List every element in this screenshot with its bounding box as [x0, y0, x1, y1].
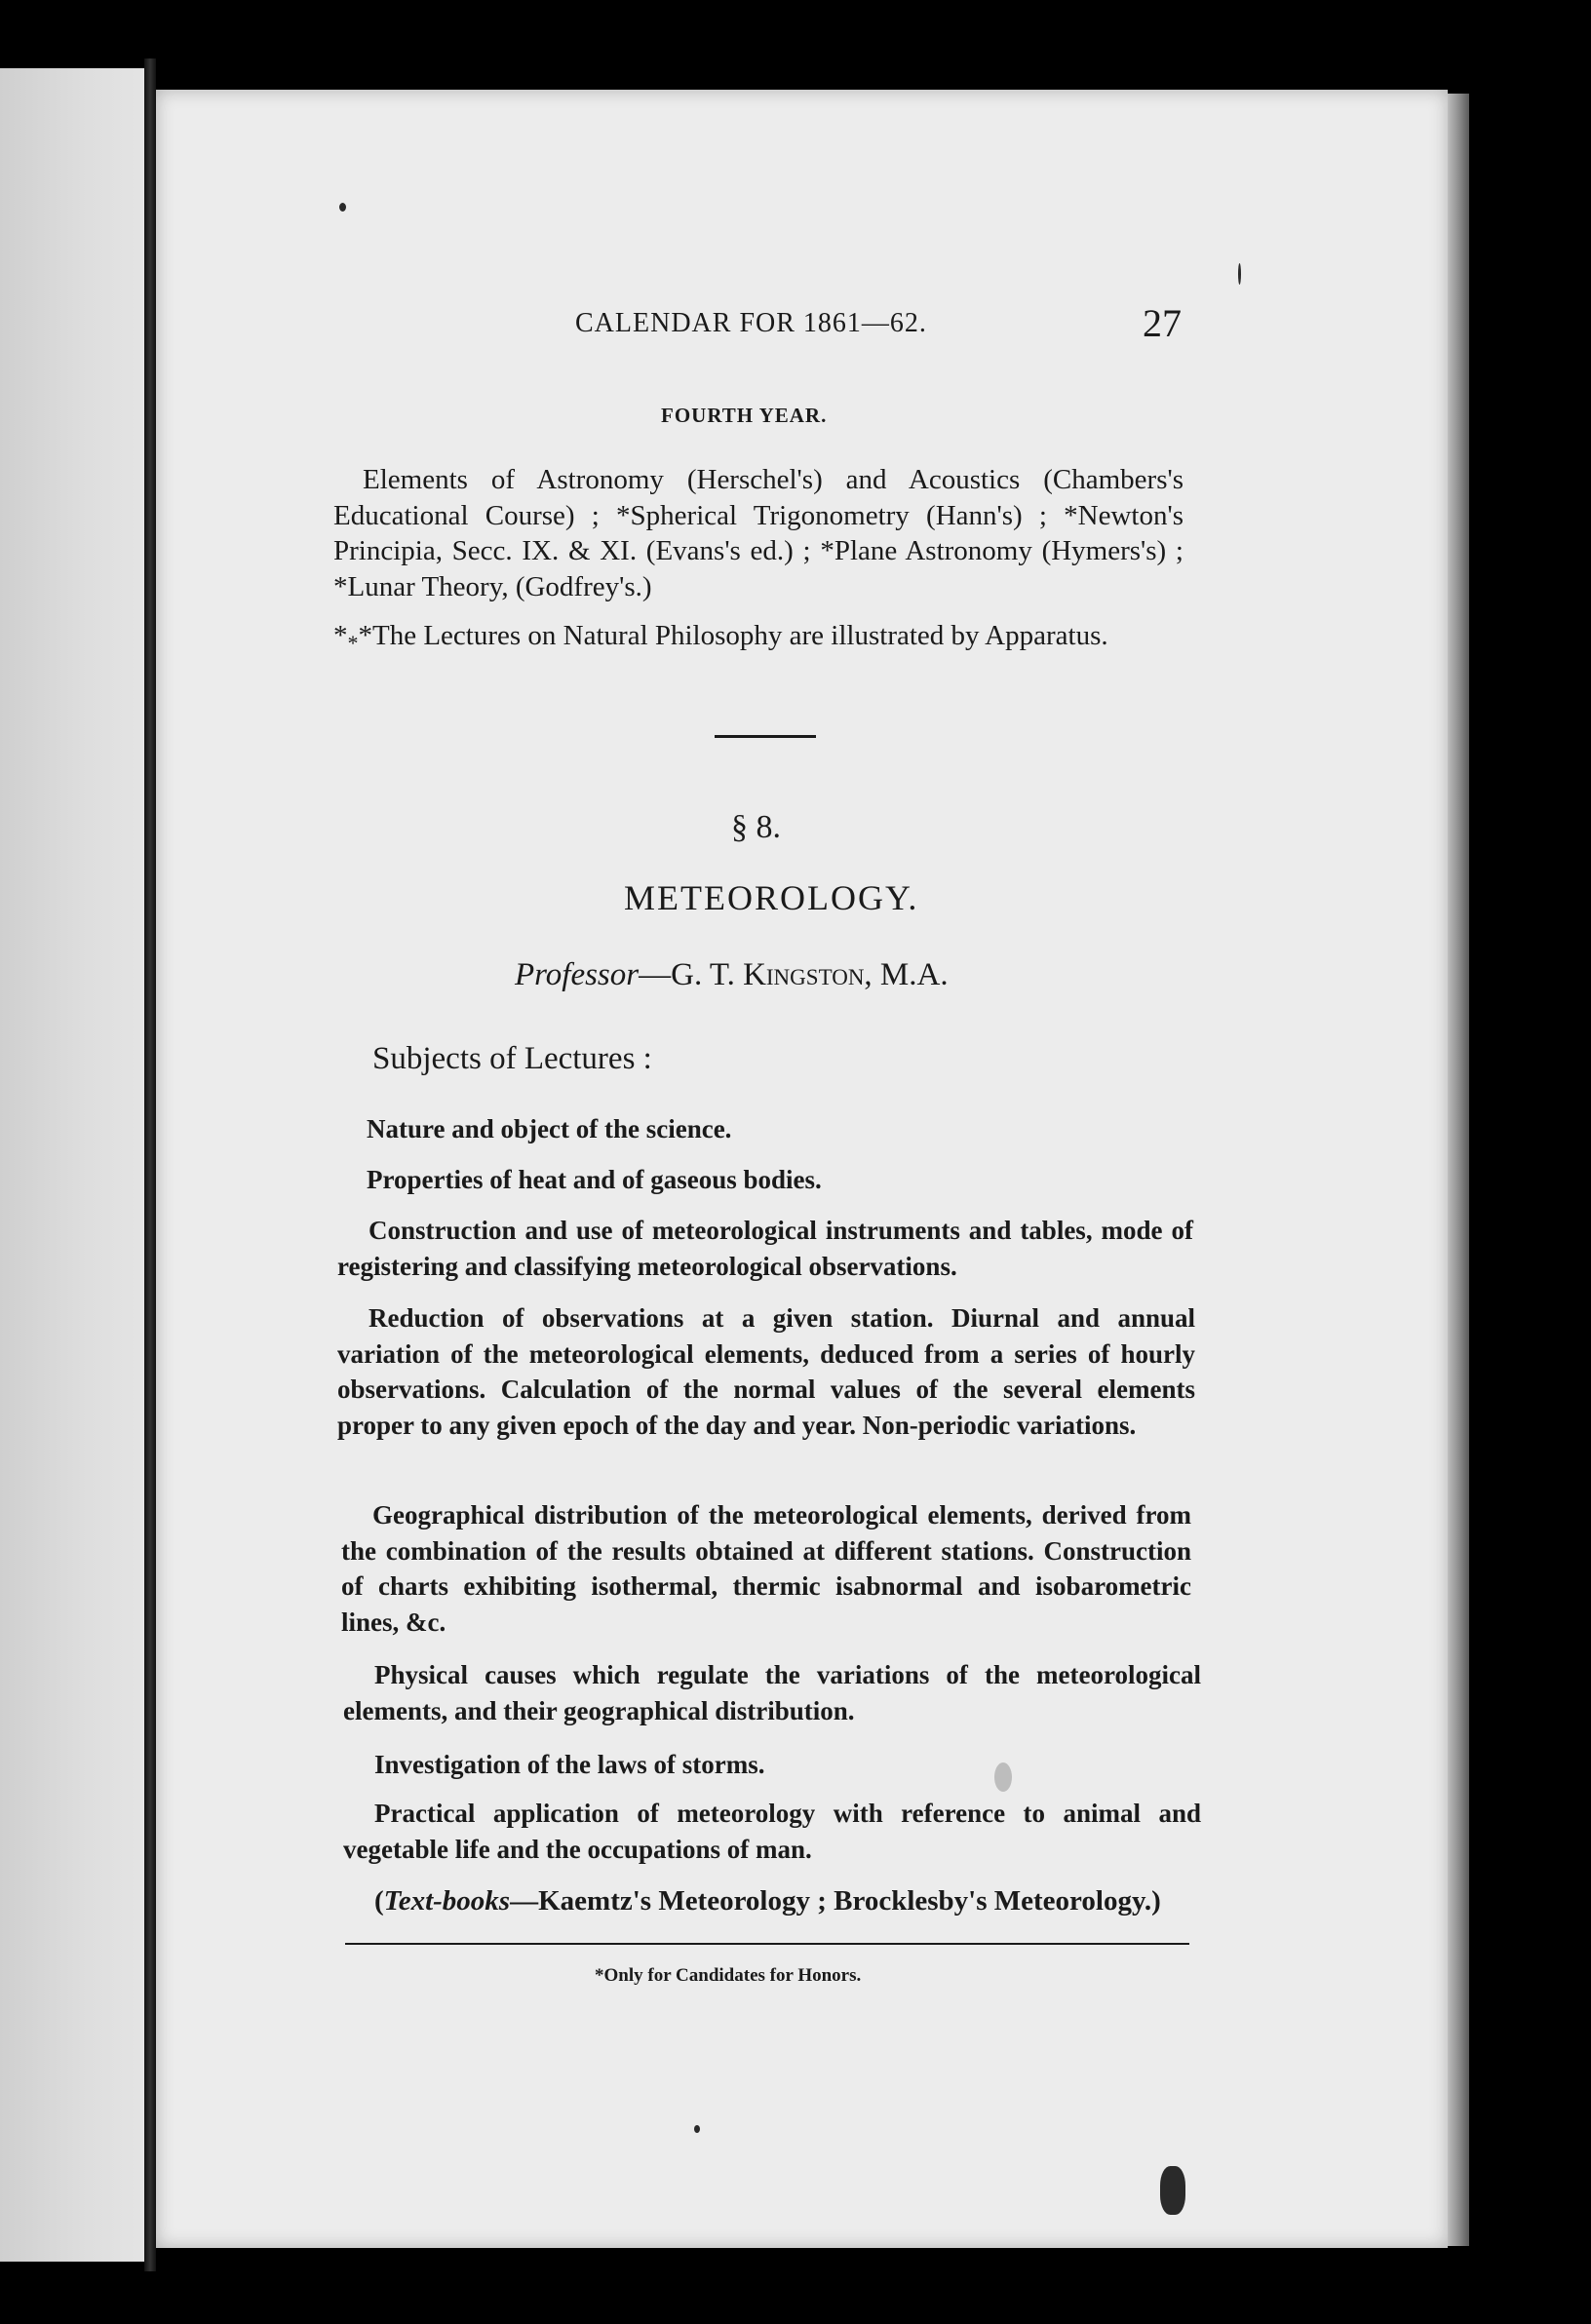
note-asterisk: *: [333, 620, 348, 651]
subject-item: Investigation of the laws of storms.: [374, 1750, 765, 1779]
textbooks-open-paren: (: [374, 1885, 384, 1917]
footnote-rule: [345, 1943, 1189, 1945]
subjects-heading: Subjects of Lectures :: [372, 1041, 652, 1076]
note-text: *The Lectures on Natural Philosophy are illustrated by Apparatus.: [358, 620, 1108, 651]
professor-line: [515, 957, 949, 993]
scan-speck: [339, 203, 346, 212]
professor-role: Professor: [515, 957, 640, 992]
textbooks-text: —Kaemtz's Meteorology ; Brocklesby's Meteorology.): [510, 1885, 1161, 1917]
apparatus-note: [333, 618, 1191, 662]
page-edge-shadow: [1448, 94, 1469, 2246]
subject-item: Geographical distribution of the meteorological elements, derived from the combination of the results obtained at different stations. Construction of charts exhibiting isothermal, thermic isabnormal and isobarometric lines, &c.: [341, 1500, 1191, 1637]
running-head: CALENDAR FOR 1861—62.: [575, 308, 927, 338]
professor-dash: —: [639, 957, 672, 992]
fourth-year-courses: Elements of Astronomy (Herschel's) and Acoustics (Chambers's Educational Course) ; *Spherical Trigonometry (Hann's) ; *Newton's Principia, Secc. IX. & XI. (Evans's ed.) ; *Plane Astronomy (Hymers's) ; *Lunar Theory, (Godfrey's.): [333, 464, 1184, 602]
subject-item: Nature and object of the science.: [367, 1114, 732, 1143]
section-number: § 8.: [731, 809, 781, 845]
footnote: *Only for Candidates for Honors.: [595, 1965, 862, 1986]
scan-speck: [1160, 2166, 1185, 2215]
subject-item: Reduction of observations at a given station. Diurnal and annual variation of the meteorological elements, deduced from a series of hourly observations. Calculation of the normal values of the several elements proper to any given epoch of the day and year. Non-periodic variations.: [337, 1303, 1195, 1440]
scan-speck: [994, 1762, 1012, 1792]
textbooks-label: Text-books: [383, 1885, 511, 1917]
book-gutter: [144, 58, 156, 2271]
subject-item: Properties of heat and of gaseous bodies.: [367, 1165, 822, 1194]
year-heading: FOURTH YEAR.: [661, 404, 828, 427]
subject-item: Construction and use of meteorological instruments and tables, mode of registering and classifying meteorological observations.: [337, 1216, 1193, 1281]
professor-name: G. T. Kingston, M.A.: [671, 957, 949, 992]
scan-speck: [1238, 263, 1241, 285]
section-divider: [715, 735, 816, 738]
subject-item: Practical application of meteorology with reference to animal and vegetable life and the occupations of man.: [343, 1799, 1201, 1864]
scan-speck: [694, 2125, 700, 2133]
page-number: 27: [1143, 301, 1182, 345]
note-asterisk-sub: *: [347, 631, 359, 655]
textbooks-line: [374, 1885, 1161, 1917]
facing-page-edge: [0, 68, 146, 2262]
section-title: METEOROLOGY.: [624, 878, 919, 917]
subject-item: Physical causes which regulate the variations of the meteorological elements, and their geographical distribution.: [343, 1660, 1201, 1725]
